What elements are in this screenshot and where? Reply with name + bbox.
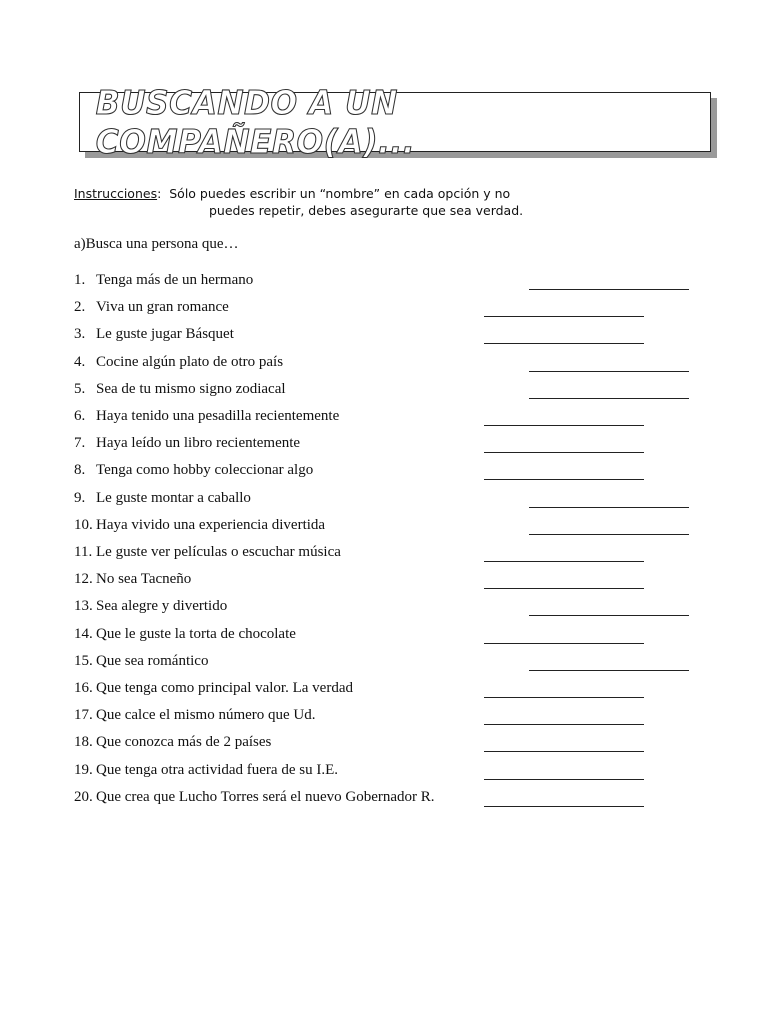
item-text: Viva un gran romance (96, 299, 229, 316)
answer-blank-line[interactable] (484, 425, 644, 426)
list-item (0, 322, 768, 349)
item-text: Sea alegre y divertido (96, 598, 228, 615)
list-item (0, 676, 768, 703)
list-item (0, 758, 768, 785)
item-text: Haya leído un libro recientemente (96, 435, 301, 452)
item-number: 11. (74, 544, 93, 560)
item-text: Haya tenido una pesadilla recientemente (96, 408, 340, 424)
item-text: Le guste jugar Básquet (96, 326, 234, 343)
list-item (0, 785, 768, 812)
instructions-line-2: puedes repetir, debes asegurarte que sea verdad. (209, 203, 524, 218)
answer-blank-line[interactable] (529, 371, 689, 372)
item-text: Que tenga otra actividad fuera de su I.E. (96, 761, 338, 778)
list-item (0, 703, 768, 730)
section-heading: a)Busca una persona que… (74, 236, 239, 252)
answer-blank-line[interactable] (529, 289, 689, 290)
instructions: Instrucciones: Sólo puedes escribir un “nombre” en cada opción y no puedes repetir, debes asegurarte que sea verdad. (74, 185, 574, 219)
answer-blank-line[interactable] (529, 670, 689, 671)
item-number: 3. (74, 326, 86, 343)
answer-blank-line[interactable] (529, 507, 689, 508)
item-number: 20. (74, 788, 93, 805)
answer-blank-line[interactable] (484, 779, 644, 780)
answer-blank-line[interactable] (484, 697, 644, 698)
list-item (0, 540, 768, 567)
item-number: 5. (74, 380, 86, 397)
answer-blank-line[interactable] (484, 643, 644, 644)
item-number: 9. (74, 489, 86, 506)
answer-blank-line[interactable] (529, 398, 689, 399)
answer-blank-line[interactable] (484, 561, 644, 562)
item-text: Tenga más de un hermano (96, 272, 254, 288)
list-item (0, 458, 768, 485)
item-number: 18. (74, 734, 93, 751)
item-number: 10. (74, 516, 93, 533)
item-text: Que calce el mismo número que Ud. (96, 707, 316, 724)
item-number: 16. (74, 680, 93, 696)
item-text: Que crea que Lucho Torres será el nuevo Gobernador R. (96, 788, 435, 805)
item-number: 6. (74, 408, 86, 424)
item-text: Tenga como hobby coleccionar algo (96, 462, 314, 479)
item-number: 14. (74, 625, 93, 642)
answer-blank-line[interactable] (484, 452, 644, 453)
item-number: 1. (74, 272, 86, 288)
item-number: 17. (74, 707, 93, 724)
item-text: No sea Tacneño (96, 571, 192, 588)
answer-blank-line[interactable] (529, 615, 689, 616)
answer-blank-line[interactable] (484, 751, 644, 752)
list-item (0, 622, 768, 649)
answer-blank-line[interactable] (484, 588, 644, 589)
list-item (0, 486, 768, 513)
item-text: Que tenga como principal valor. La verdad (96, 680, 353, 696)
item-text: Sea de tu mismo signo zodiacal (96, 380, 286, 397)
list-item (0, 513, 768, 540)
item-number: 15. (74, 652, 93, 669)
answer-blank-line[interactable] (484, 806, 644, 807)
answer-blank-line[interactable] (484, 343, 644, 344)
instructions-line-1: Sólo puedes escribir un “nombre” en cada opción y no (169, 186, 511, 201)
list-item (0, 268, 768, 295)
item-text: Que le guste la torta de chocolate (96, 625, 296, 642)
item-number: 8. (74, 462, 86, 479)
item-number: 13. (74, 598, 93, 615)
item-number: 4. (74, 353, 86, 370)
list-item (0, 730, 768, 757)
page-title: BUSCANDO A UN COMPAÑERO(A)... (95, 83, 416, 161)
answer-blank-line[interactable] (484, 724, 644, 725)
answer-blank-line[interactable] (484, 479, 644, 480)
item-text: Que conozca más de 2 países (96, 734, 272, 751)
answer-blank-line[interactable] (484, 316, 644, 317)
item-text: Que sea romántico (96, 652, 209, 669)
answer-blank-line[interactable] (529, 534, 689, 535)
item-number: 19. (74, 761, 93, 778)
instructions-label: Instrucciones (74, 186, 158, 201)
item-text: Haya vivido una experiencia divertida (96, 516, 326, 533)
list-item (0, 594, 768, 621)
item-text: Le guste montar a caballo (96, 489, 251, 506)
item-number: 7. (74, 435, 86, 452)
item-text: Le guste ver películas o escuchar música (96, 544, 341, 560)
list-item (0, 431, 768, 458)
item-text: Cocine algún plato de otro país (96, 353, 284, 370)
list-item (0, 404, 768, 431)
list-item (0, 350, 768, 377)
title-box (79, 83, 711, 161)
list-item (0, 567, 768, 594)
list-item (0, 649, 768, 676)
list-item (0, 295, 768, 322)
item-number: 2. (74, 299, 86, 316)
list-item (0, 377, 768, 404)
item-number: 12. (74, 571, 93, 588)
